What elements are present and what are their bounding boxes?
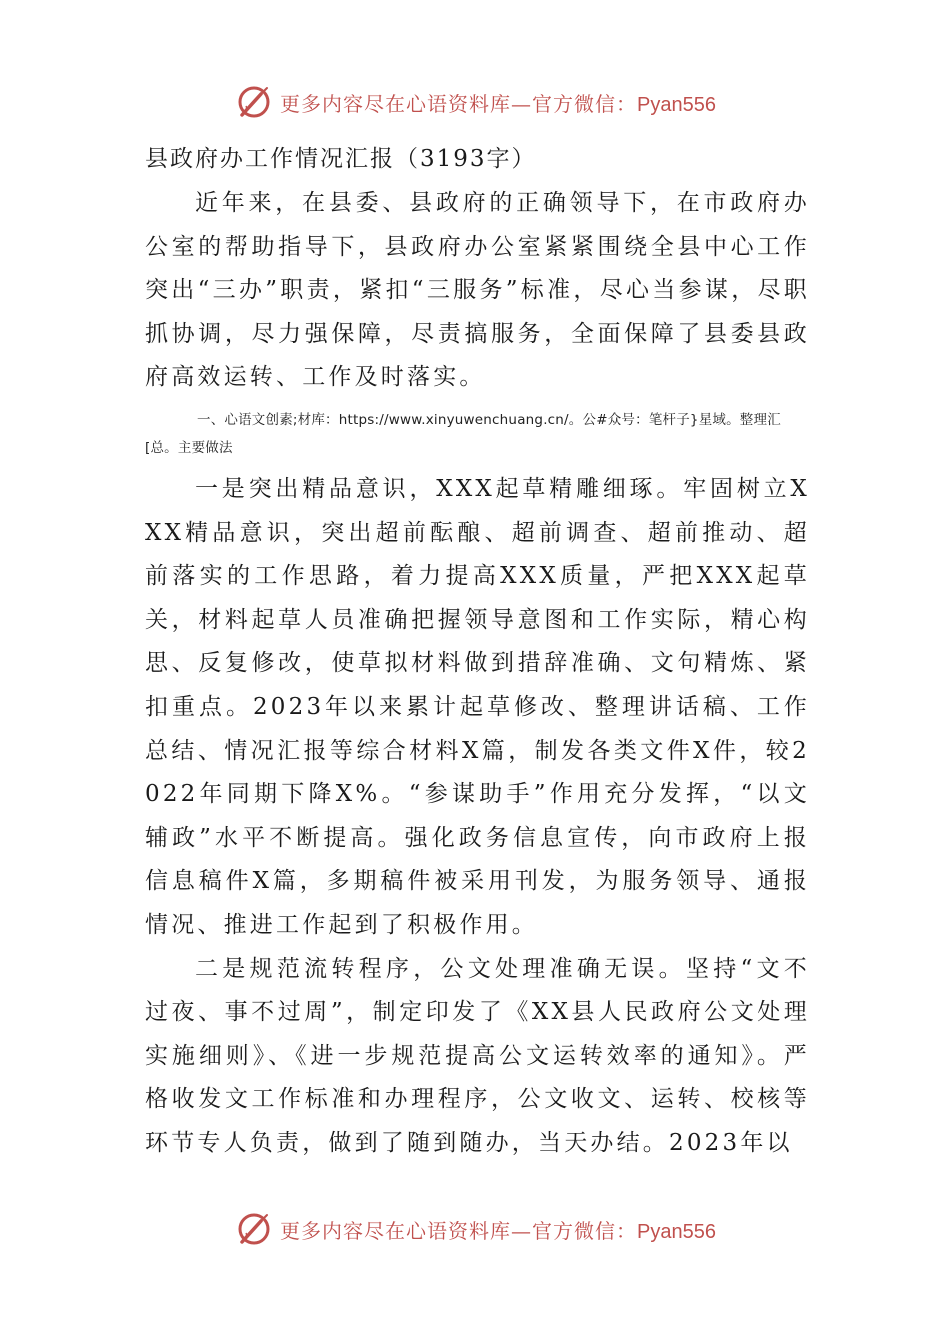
section-heading-note: 一、心语文创素;材库：https://www.xinyuwenchuang.cn/。公#众号：笔杆子}星域。整理汇[总。主要做法 — [145, 411, 781, 456]
paragraph-point-2: 二是规范流转程序，公文处理准确无误。坚持“文不过夜、事不过周”，制定印发了《XX县人民政府公文处理实施细则》、《进一步规范提高公文运转效率的通知》。严格收发文工作标准和办理程序，公文收文、运转、校核等环节专人负责，做到了随到随办，当天办结。2023年以 — [145, 955, 810, 1156]
document-title: 县政府办工作情况汇报（3193字） — [145, 146, 537, 172]
paragraph-intro: 近年来，在县委、县政府的正确领导下，在市政府办公室的帮助指导下，县政府办公室紧紧围绕全县中心工作突出“三办”职责，紧扣“三服务”标准，尽心当参谋，尽职抓协调，尽力强保障，尽责搞服务，全面保障了县委县政府高效运转、工作及时落实。 — [145, 190, 810, 391]
footer-watermark — [0, 1207, 950, 1251]
document-body — [145, 137, 810, 1165]
paragraph-point-1: 一是突出精品意识，XXX起草精雕细琢。牢固树立XXX精品意识，突出超前酝酿、超前调查、超前推动、超前落实的工作思路，着力提高XXX质量，严把XXX起草关，材料起草人员准确把握领导意图和工作实际，精心构思、反复修改，使草拟材料做到措辞准确、文句精炼、紧扣重点。2023年以来累计起草修改、整理讲话稿、工作总结、情况汇报等综合材料X篇，制发各类文件X件，较2022年同期下降X%。“参谋助手”作用充分发挥，“以文辅政”水平不断提高。强化政务信息宣传，向市政府上报信息稿件X篇，多期稿件被采用刊发，为服务领导、通报情况、推进工作起到了积极作用。 — [145, 475, 810, 938]
watermark-handle: Pyan556 — [637, 93, 716, 116]
pen-circle-logo-icon — [234, 1209, 274, 1249]
watermark-text: 更多内容尽在心语资料库—官方微信：Pyan556 — [280, 91, 716, 116]
pen-circle-logo-icon — [234, 82, 274, 122]
watermark-text: 更多内容尽在心语资料库—官方微信：Pyan556 — [280, 1218, 716, 1243]
watermark-handle: Pyan556 — [637, 1220, 716, 1243]
header-watermark — [0, 80, 950, 124]
